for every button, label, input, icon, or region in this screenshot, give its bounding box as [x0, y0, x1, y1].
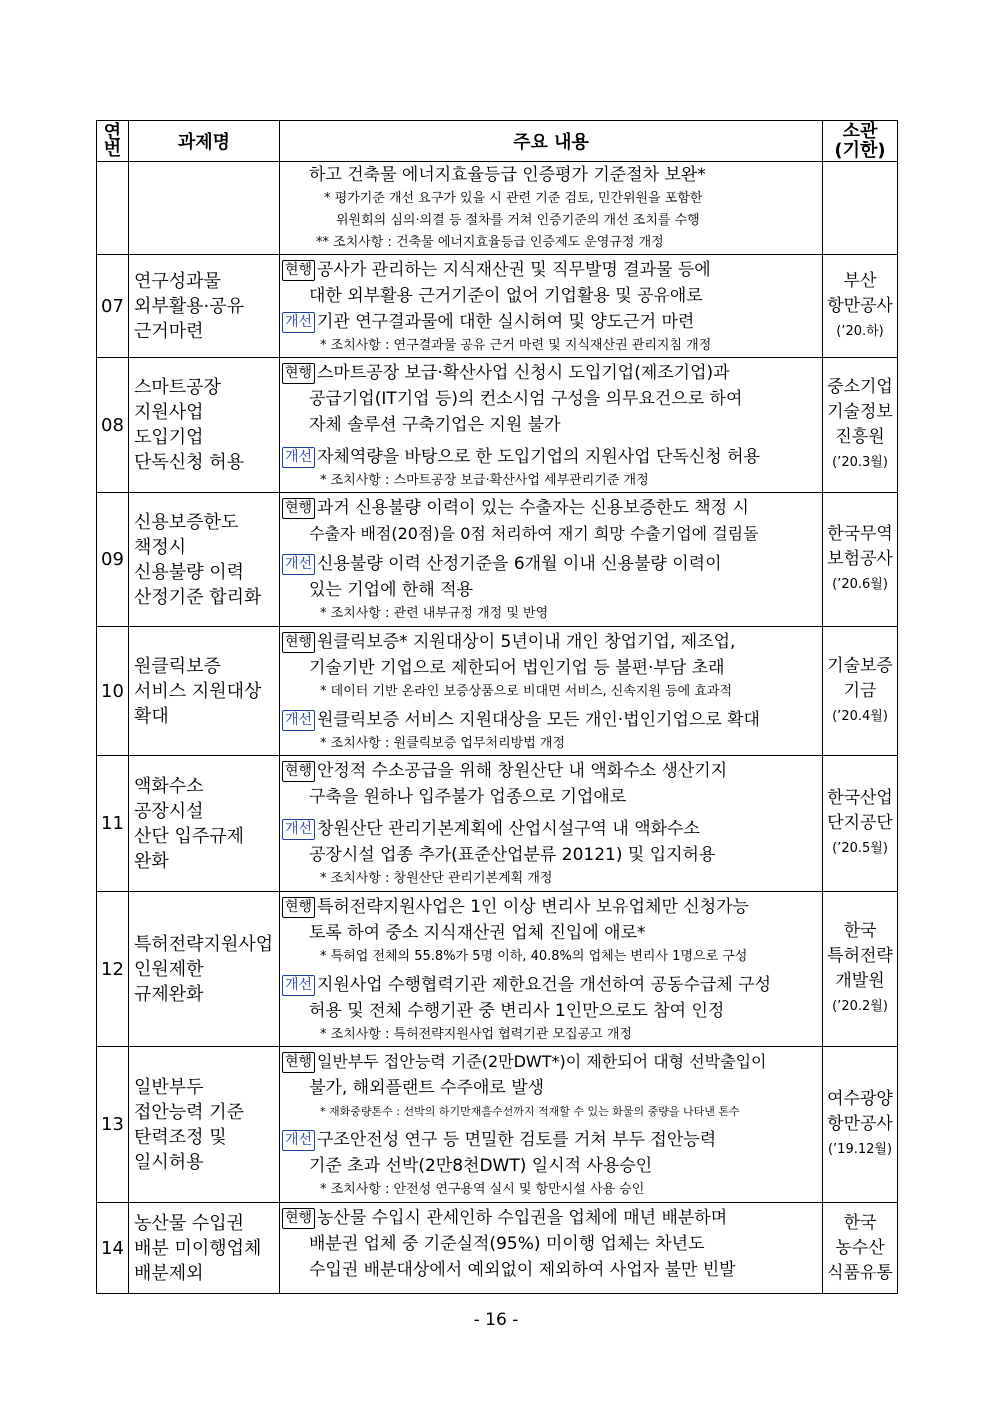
improve-line: 개선 구조안전성 연구 등 면밀한 검토를 거쳐 부두 접안능력: [282, 1127, 819, 1153]
note-line: * 조치사항 : 안전성 연구용역 실시 및 항만시설 사용 승인: [320, 1182, 645, 1197]
table-row: [97, 358, 898, 493]
row-owner-cell: [823, 162, 898, 255]
row-owner: 한국 농수산 식품유통: [823, 1203, 898, 1294]
row-title: 일반부두 접안능력 기준 탄력조정 및 일시허용: [129, 1047, 280, 1203]
row-content: [280, 1203, 823, 1294]
note-line: * 평가기준 개선 요구가 있을 시 관련 기준 검토, 민간위원을 포함한: [324, 191, 703, 206]
current-line: 현행 일반부두 접안능력 기준(2만DWT*)이 제한되어 대형 선박출입이: [282, 1049, 819, 1075]
current-line: 불가, 해외플랜트 수주애로 발생: [309, 1078, 545, 1098]
row-owner: 한국 특허전략 개발원 (’20.2월): [823, 892, 898, 1047]
current-tag: 현행: [282, 1208, 315, 1229]
current-line: 수입권 배분대상에서 예외없이 제외하여 사업자 불만 빈발: [309, 1260, 736, 1280]
header-content: 주요 내용: [280, 121, 823, 162]
row-title: 액화수소 공장시설 산단 입주규제 완화: [129, 756, 280, 892]
note-line: * 재화중량톤수 : 선박의 하기만재흘수선까지 적재할 수 있는 화물의 중량을 나타낸 톤수: [320, 1105, 740, 1118]
note-line: * 특허업 전체의 55.8%가 5명 이하, 40.8%의 업체는 변리사 1명으로 구성: [320, 949, 748, 964]
row-no: 10: [97, 627, 129, 756]
improve-line: 기준 초과 선박(2만8천DWT) 일시적 사용승인: [309, 1156, 653, 1176]
current-tag: 현행: [282, 498, 315, 519]
improve-tag: 개선: [282, 447, 315, 468]
current-line: 수출자 배점(20점)을 0점 처리하여 재기 희망 수출기업에 걸림돌: [309, 524, 759, 543]
row-content: [280, 627, 823, 756]
header-owner: 소관 (기한): [823, 121, 898, 162]
current-tag: 현행: [282, 363, 315, 384]
row-owner: 부산 항만공사 (’20.하): [823, 255, 898, 358]
improve-line: 개선 창원산단 관리기본계획에 산업시설구역 내 액화수소: [282, 816, 819, 842]
improve-line: 개선 지원사업 수행협력기관 제한요건을 개선하여 공동수급체 구성: [282, 972, 819, 998]
table-row-continued: [97, 162, 898, 255]
row-no: 12: [97, 892, 129, 1047]
note-line: * 조치사항 : 연구결과물 공유 근거 마련 및 지식재산권 관리지침 개정: [320, 338, 712, 353]
row-title: 스마트공장 지원사업 도입기업 단독신청 허용: [129, 358, 280, 493]
improve-line: 허용 및 전체 수행기관 중 변리사 1인만으로도 참여 인정: [309, 1001, 725, 1021]
row-owner: 여수광양 항만공사 (’19.12월): [823, 1047, 898, 1203]
table-row: [97, 255, 898, 358]
row-owner: 한국산업 단지공단 (’20.5월): [823, 756, 898, 892]
row-content-cell: [280, 162, 823, 255]
row-owner: 중소기업 기술정보 진흥원 (’20.3월): [823, 358, 898, 493]
row-title: 신용보증한도 책정시 신용불량 이력 산정기준 합리화: [129, 493, 280, 627]
current-line: 현행 스마트공장 보급·확산사업 신청시 도입기업(제조기업)과: [282, 360, 819, 386]
improve-line: 개선 기관 연구결과물에 대한 실시허여 및 양도근거 마련: [282, 309, 819, 335]
row-title: 연구성과물 외부활용·공유 근거마련: [129, 255, 280, 358]
row-no-cell: [97, 162, 129, 255]
table-row: [97, 756, 898, 892]
row-no: 09: [97, 493, 129, 627]
improve-tag: 개선: [282, 312, 315, 333]
row-content: [280, 892, 823, 1047]
row-title: 원클릭보증 서비스 지원대상 확대: [129, 627, 280, 756]
row-content: [280, 255, 823, 358]
current-line: 배분권 업체 중 기준실적(95%) 미이행 업체는 차년도: [309, 1234, 705, 1254]
current-tag: 현행: [282, 260, 315, 281]
table-header: [97, 121, 898, 162]
row-title-cell: [129, 162, 280, 255]
note-line: ** 조치사항 : 건축물 에너지효율등급 인증제도 운영규정 개정: [316, 235, 664, 250]
current-tag: 현행: [282, 761, 315, 782]
current-line: 토록 하여 중소 지식재산권 업체 진입에 애로*: [309, 923, 646, 943]
note-line: * 조치사항 : 관련 내부규정 개정 및 반영: [320, 606, 549, 621]
current-tag: 현행: [282, 632, 315, 653]
table-row: [97, 1047, 898, 1203]
note-line: * 조치사항 : 창원산단 관리기본계획 개정: [320, 871, 553, 886]
table-row: [97, 1203, 898, 1294]
table-row: [97, 892, 898, 1047]
current-line: 현행 과거 신용불량 이력이 있는 수출자는 신용보증한도 책정 시: [282, 495, 819, 521]
row-content: [280, 1047, 823, 1203]
improve-line: 개선 원클릭보증 서비스 지원대상을 모든 개인·법인기업으로 확대: [282, 707, 819, 733]
improve-tag: 개선: [282, 975, 315, 996]
content-line: 하고 건축물 에너지효율등급 인증평가 기준절차 보완*: [309, 165, 706, 185]
row-no: 08: [97, 358, 129, 493]
improve-tag: 개선: [282, 554, 315, 575]
current-line: 기술기반 기업으로 제한되어 법인기업 등 불편·부담 초래: [309, 658, 725, 678]
page-number: - 16 -: [473, 1310, 519, 1330]
row-content: [280, 493, 823, 627]
row-title: 농산물 수입권 배분 미이행업체 배분제외: [129, 1203, 280, 1294]
current-line: 구축을 원하나 입주불가 업종으로 기업애로: [309, 787, 627, 807]
header-no: 연 번: [97, 121, 129, 162]
header-title: 과제명: [129, 121, 280, 162]
current-line: 자체 솔루션 구축기업은 지원 불가: [309, 415, 561, 435]
current-line: 공급기업(IT기업 등)의 컨소시엄 구성을 의무요건으로 하여: [309, 389, 743, 409]
improve-line: 개선 신용불량 이력 산정기준을 6개월 이내 신용불량 이력이: [282, 551, 819, 577]
row-owner: 한국무역 보험공사 (’20.6월): [823, 493, 898, 627]
improve-line: 공장시설 업종 추가(표준산업분류 20121) 및 입지허용: [309, 845, 716, 865]
note-line: * 조치사항 : 특허전략지원사업 협력기관 모집공고 개정: [320, 1027, 632, 1042]
note-line: * 조치사항 : 스마트공장 보급·확산사업 세부관리기준 개정: [320, 473, 649, 488]
note-line: 위원회의 심의·의결 등 절차를 거쳐 인증기준의 개선 조치를 수행: [336, 213, 700, 228]
current-tag: 현행: [282, 1052, 315, 1073]
table-row: [97, 493, 898, 627]
task-table: [96, 120, 898, 1294]
current-tag: 현행: [282, 897, 315, 918]
improve-tag: 개선: [282, 710, 315, 731]
row-no: 11: [97, 756, 129, 892]
current-line: 현행 특허전략지원사업은 1인 이상 변리사 보유업체만 신청가능: [282, 894, 819, 920]
table-row: [97, 627, 898, 756]
current-line: 대한 외부활용 근거기준이 없어 기업활용 및 공유애로: [309, 286, 703, 306]
row-content: [280, 358, 823, 493]
row-no: 13: [97, 1047, 129, 1203]
improve-line: 개선 자체역량을 바탕으로 한 도입기업의 지원사업 단독신청 허용: [282, 444, 819, 470]
row-no: 14: [97, 1203, 129, 1294]
current-line: 현행 안정적 수소공급을 위해 창원산단 내 액화수소 생산기지: [282, 758, 819, 784]
row-owner: 기술보증 기금 (’20.4월): [823, 627, 898, 756]
current-line: 현행 공사가 관리하는 지식재산권 및 직무발명 결과물 등에: [282, 257, 819, 283]
improve-tag: 개선: [282, 1130, 315, 1151]
row-content: [280, 756, 823, 892]
improve-line: 있는 기업에 한해 적용: [309, 580, 474, 600]
improve-tag: 개선: [282, 819, 315, 840]
current-line: 현행 농산물 수입시 관세인하 수입권을 업체에 매년 배분하며: [282, 1205, 819, 1231]
note-line: * 조치사항 : 원클릭보증 업무처리방법 개정: [320, 736, 566, 751]
row-title: 특허전략지원사업 인원제한 규제완화: [129, 892, 280, 1047]
note-line: * 데이터 기반 온라인 보증상품으로 비대면 서비스, 신속지원 등에 효과적: [320, 684, 733, 699]
current-line: 현행 원클릭보증* 지원대상이 5년이내 개인 창업기업, 제조업,: [282, 629, 819, 655]
row-no: 07: [97, 255, 129, 358]
